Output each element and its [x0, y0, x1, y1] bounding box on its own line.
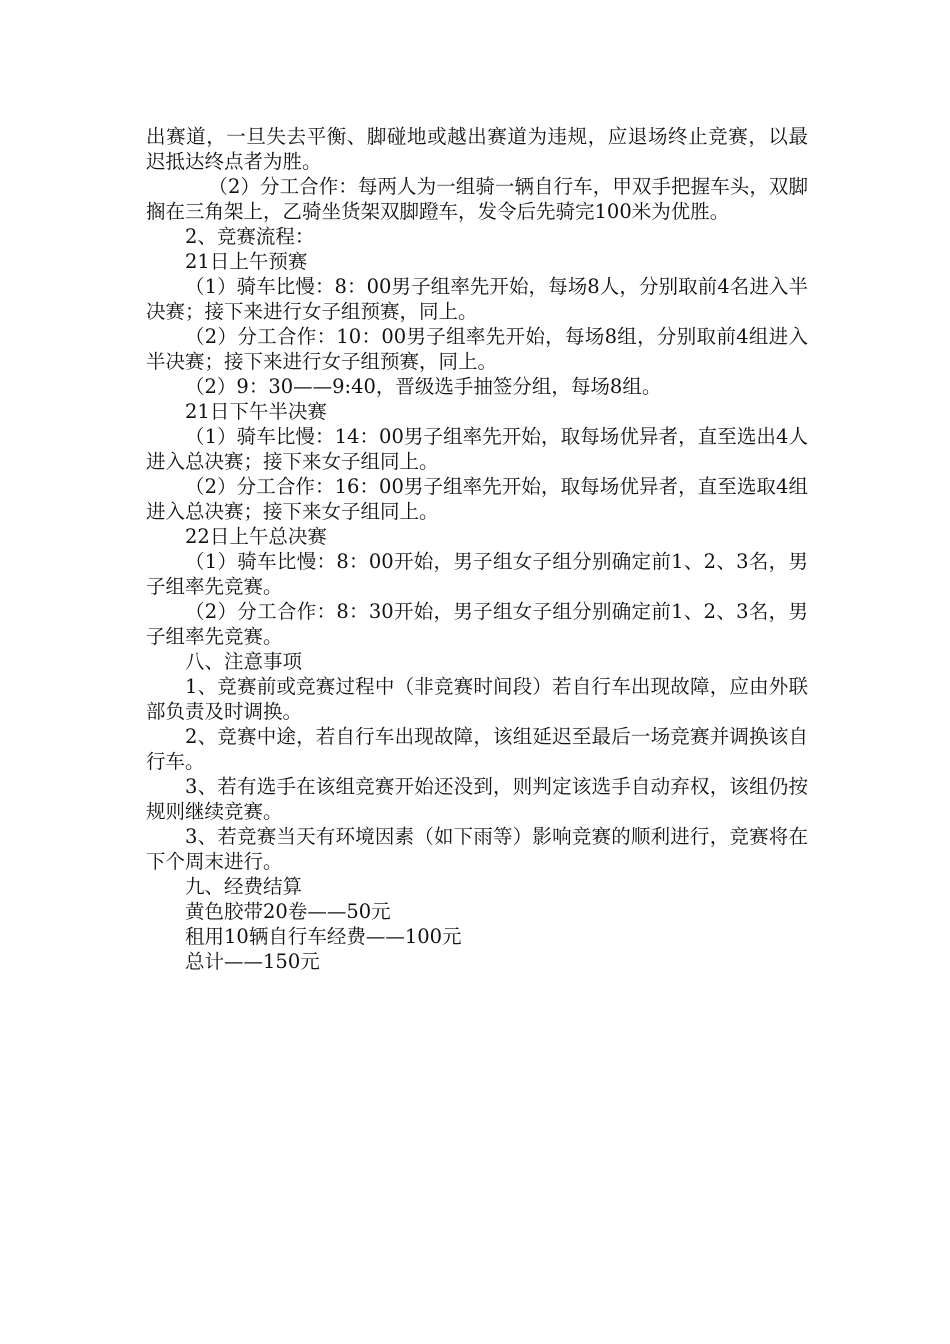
paragraph-16: 3、若有选手在该组竞赛开始还没到，则判定该选手自动弃权，该组仍按规则继续竞赛。 [146, 775, 808, 823]
paragraph-12: （2）分工合作：8：30开始，男子组女子组分别确定前1、2、3名，男子组率先竞赛。 [146, 600, 808, 648]
paragraph-7: 21日下午半决赛 [185, 400, 327, 423]
budget-total: 总计——150元 [185, 950, 320, 973]
paragraph-9: （2）分工合作：16：00男子组率先开始，取每场优异者，直至选取4组进入总决赛；接下来女子组同上。 [146, 475, 808, 523]
paragraph-1: （2）分工合作：每两人为一组骑一辆自行车，甲双手把握车头，双脚搁在三角架上，乙骑坐货架双脚蹬车，发令后先骑完100米为优胜。 [146, 175, 808, 223]
budget-item-bikes: 租用10辆自行车经费——100元 [185, 925, 462, 948]
paragraph-6: （2）9：30——9:40，晋级选手抽签分组，每场8组。 [185, 375, 662, 398]
paragraph-4: （1）骑车比慢：8：00男子组率先开始，每场8人，分别取前4名进入半决赛；接下来进行女子组预赛，同上。 [146, 275, 808, 323]
paragraph-3: 21日上午预赛 [185, 250, 308, 273]
section-heading-notes: 八、注意事项 [185, 650, 303, 673]
paragraph-11: （1）骑车比慢：8：00开始，男子组女子组分别确定前1、2、3名，男子组率先竞赛。 [146, 550, 808, 598]
paragraph-2: 2、竞赛流程： [185, 225, 315, 248]
paragraph-14: 1、竞赛前或竞赛过程中（非竞赛时间段）若自行车出现故障，应由外联部负责及时调换。 [146, 675, 808, 723]
document-body [146, 124, 808, 974]
paragraph-8: （1）骑车比慢：14：00男子组率先开始，取每场优异者，直至选出4人进入总决赛；接下来女子组同上。 [146, 425, 808, 473]
paragraph-10: 22日上午总决赛 [185, 525, 327, 548]
section-heading-budget: 九、经费结算 [185, 875, 303, 898]
paragraph-17: 3、若竞赛当天有环境因素（如下雨等）影响竞赛的顺利进行，竞赛将在下个周末进行。 [146, 825, 808, 873]
budget-item-tape: 黄色胶带20卷——50元 [185, 900, 391, 923]
paragraph-0: 出赛道，一旦失去平衡、脚碰地或越出赛道为违规，应退场终止竞赛，以最迟抵达终点者为胜。 [146, 125, 808, 173]
paragraph-15: 2、竞赛中途，若自行车出现故障，该组延迟至最后一场竞赛并调换该自行车。 [146, 725, 808, 773]
paragraph-5: （2）分工合作：10：00男子组率先开始，每场8组，分别取前4组进入半决赛；接下来进行女子组预赛，同上。 [146, 325, 808, 373]
